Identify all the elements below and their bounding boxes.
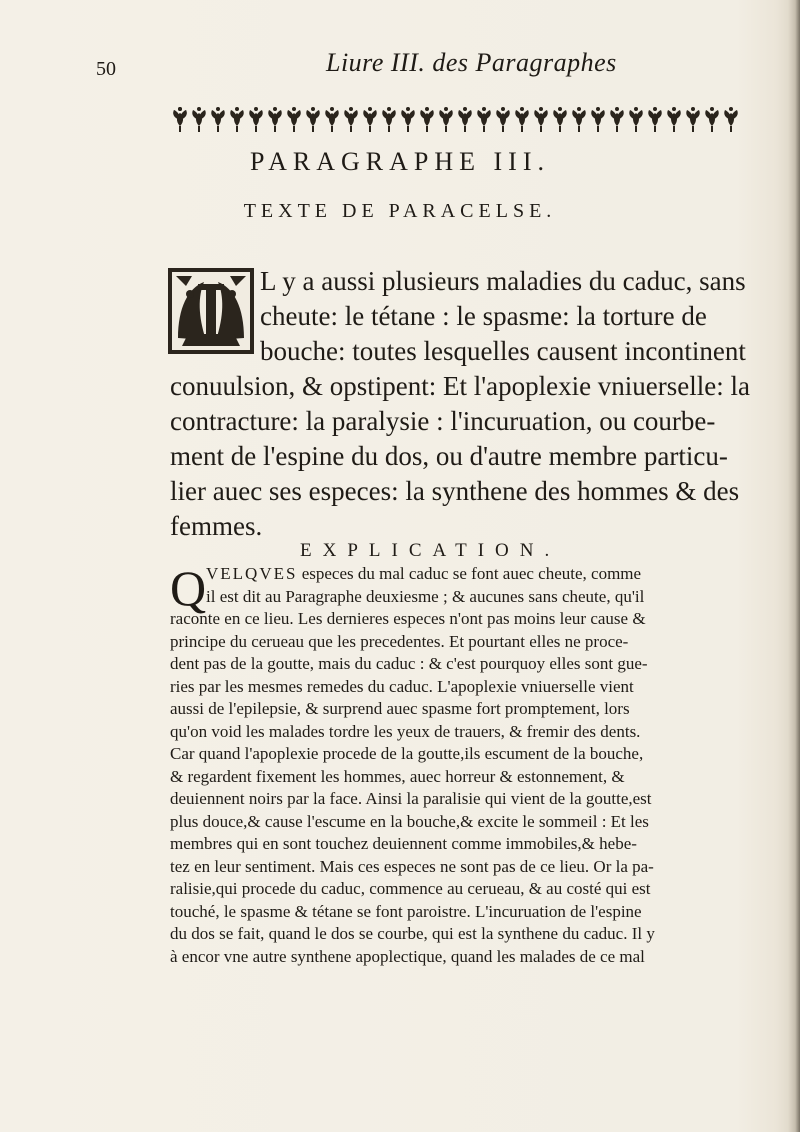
drop-cap: Q [170, 560, 207, 616]
explication-line [170, 563, 740, 586]
explication-line: deuiennent noirs par la face. Ainsi la paralisie qui vient de la goutte,est [170, 789, 652, 808]
main-text-line: L y a aussi plusieurs maladies du caduc, sans [260, 266, 746, 296]
main-text-line: conuulsion, & opstipent: Et l'apoplexie vniuerselle: la [170, 371, 750, 401]
explication-line-text: especes du mal caduc se font auec cheute, comme [301, 564, 642, 583]
explication-line: qu'on void les malades tordre les yeux de trauers, & fremir des dents. [170, 721, 641, 741]
explication-first-word: VELQVES [206, 564, 298, 583]
explication-line: Car quand l'apoplexie procede de la goutte,ils escument de la bouche, [170, 744, 644, 763]
explication-line: & regardent fixement les hommes, auec horreur & estonnement, & [170, 766, 625, 786]
main-text-line: femmes. [170, 511, 263, 541]
page-header [96, 46, 720, 86]
ornamental-band [170, 104, 740, 134]
explication-title: EXPLICATION. [300, 540, 561, 561]
section-title: PARAGRAPHE III. [250, 147, 550, 176]
main-text-line: contracture: la paralysie : l'incuruation, ou courbe- [170, 406, 716, 436]
explication-line: membres qui en sont touchez deuiennent comme immobiles,& hebe- [170, 834, 637, 853]
explication-line: il est dit au Paragraphe deuxiesme ; & aucunes sans cheute, qu'il [206, 586, 645, 606]
explication-line: touché, le spasme & tétane se font paroistre. L'incuruation de l'espine [170, 901, 642, 921]
running-head: Liure III. des Paragraphes [326, 48, 617, 77]
explication-line: à encor vne autre synthene apoplectique, quand les malades de ce mal [170, 946, 645, 966]
explication-line: du dos se fait, quand le dos se courbe, qui est la synthene du caduc. Il y [170, 924, 655, 943]
explication-line: dent pas de la goutte, mais du caduc : & c'est pourquoy elles sont gue- [170, 654, 648, 673]
main-text [170, 264, 750, 544]
explication-line: tez en leur sentiment. Mais ces especes ne sont pas de ce lieu. Or la pa- [170, 856, 654, 876]
explication-line: aussi de l'epilepsie, & surprend auec spasme fort promptement, lors [170, 699, 630, 718]
explication-text [170, 560, 740, 968]
explication-line: raconte en ce lieu. Les dernieres especes n'ont pas moins leur cause & [170, 609, 646, 628]
explication-line: plus douce,& cause l'escume en la bouche,& excite le sommeil : Et les [170, 811, 649, 831]
section-subtitle: TEXTE DE PARACELSE. [243, 200, 557, 222]
explication-line: principe du cerueau que les precedentes. Et pourtant elles ne proce- [170, 631, 629, 651]
explication-line: ries par les mesmes remedes du caduc. L'apoplexie vniuerselle vient [170, 676, 634, 696]
page-number: 50 [96, 58, 116, 80]
main-text-line: ment de l'espine du dos, ou d'autre membre particu- [170, 441, 728, 471]
main-text-line: lier auec ses especes: la synthene des hommes & des [170, 476, 740, 506]
main-text-line: bouche: toutes lesquelles causent incontinent [260, 336, 746, 366]
explication-line: ralisie,qui procede du caduc, commence au cerueau, & au costé qui est [170, 879, 651, 898]
main-text-line: cheute: le tétane : le spasme: la torture de [260, 301, 707, 331]
